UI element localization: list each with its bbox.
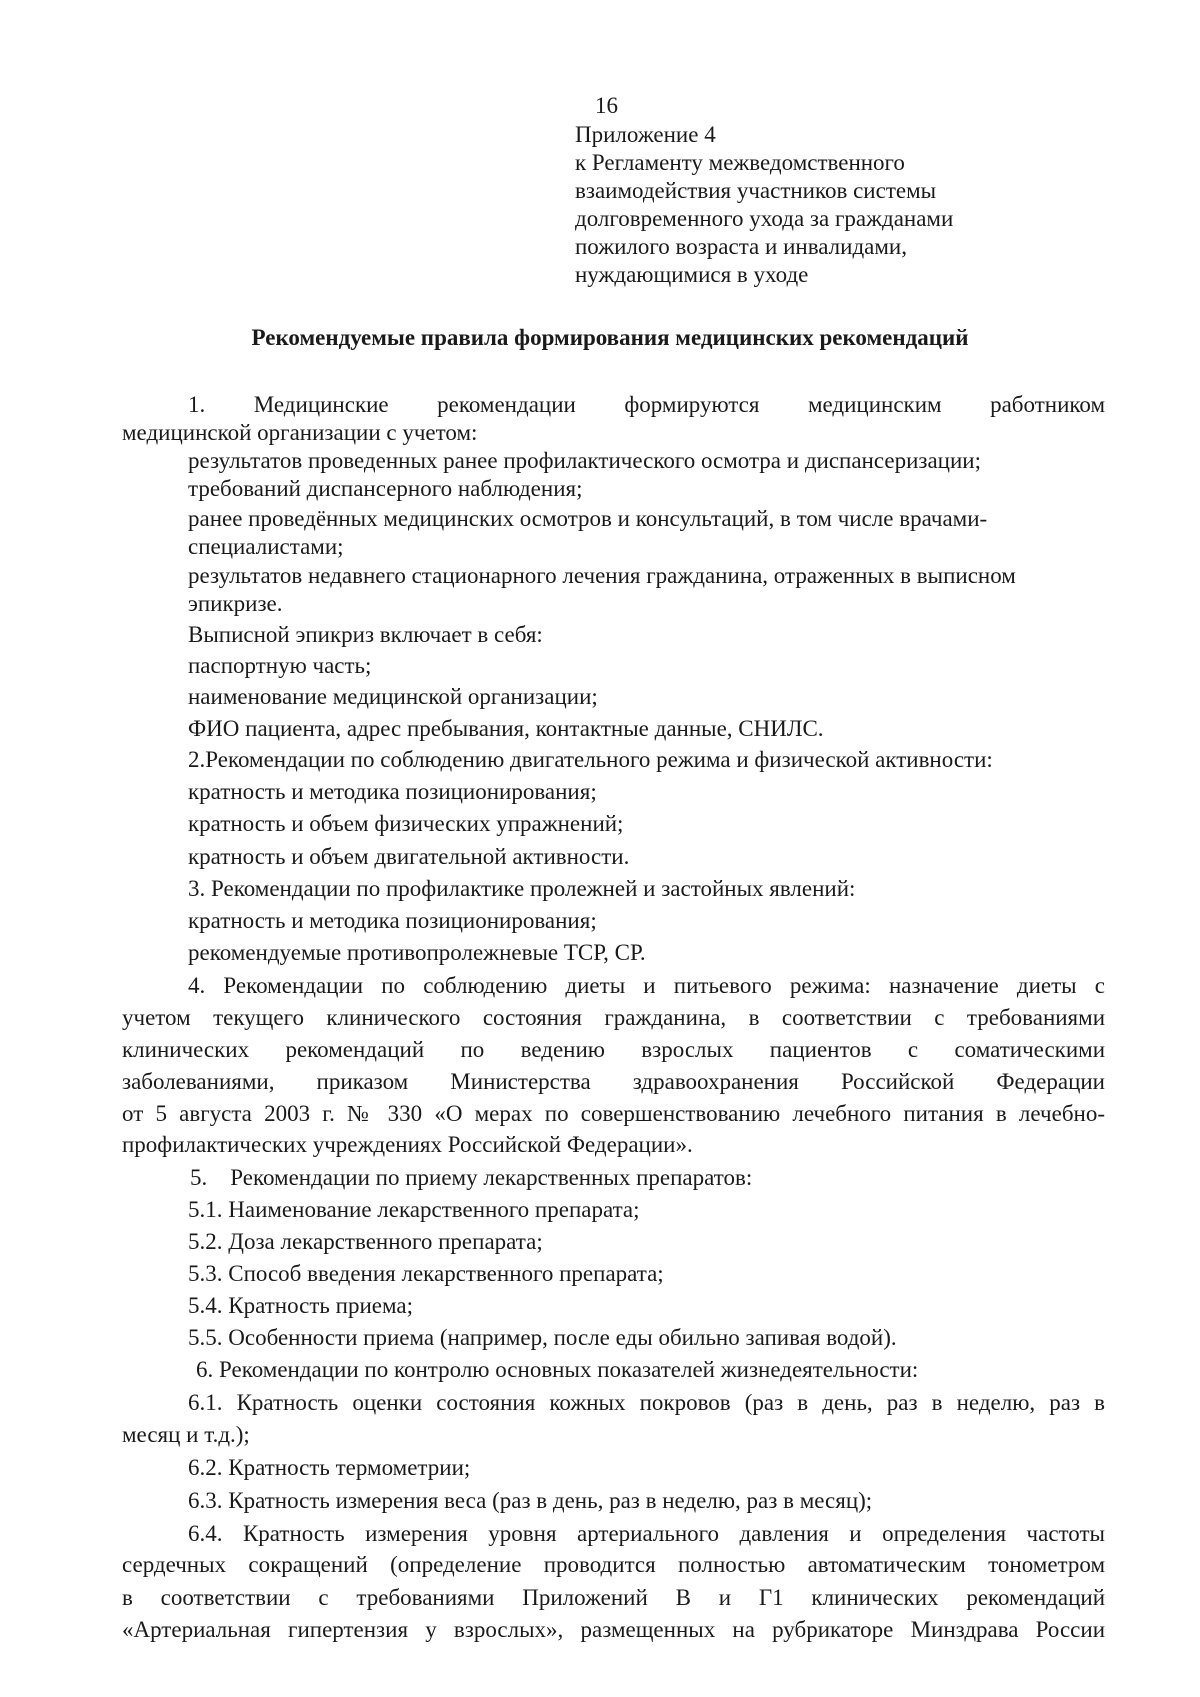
- text-line: 5.4. Кратность приема;: [188, 1293, 413, 1318]
- text-line: кратность и методика позиционирования;: [188, 908, 597, 933]
- text-line: ФИО пациента, адрес пребывания, контактные данные, СНИЛС.: [188, 716, 824, 741]
- text-line: в соответствии с требованиями Приложений В и Г1 клинических рекомендаций: [122, 1585, 1105, 1610]
- text-line: результатов недавнего стационарного лечения гражданина, отраженных в выписном: [188, 563, 1016, 588]
- text-line: профилактических учреждениях Российской Федерации».: [122, 1132, 693, 1157]
- text-line: Выписной эпикриз включает в себя:: [188, 622, 543, 647]
- text-line: кратность и методика позиционирования;: [188, 779, 597, 804]
- text-line: 5.2. Доза лекарственного препарата;: [188, 1229, 543, 1254]
- text-line: 4. Рекомендации по соблюдению диеты и питьевого режима: назначение диеты с: [188, 973, 1105, 998]
- text-line: 6. Рекомендации по контролю основных показателей жизнедеятельности:: [196, 1357, 919, 1382]
- text-line: 2.Рекомендации по соблюдению двигательного режима и физической активности:: [188, 747, 993, 772]
- appendix-line: Приложение 4: [575, 122, 716, 147]
- appendix-line: взаимодействия участников системы: [575, 178, 937, 203]
- text-line: 1. Медицинские рекомендации формируются медицинским работником: [188, 392, 1105, 417]
- text-line: требований диспансерного наблюдения;: [188, 476, 583, 501]
- text-line: 5. Рекомендации по приему лекарственных препаратов:: [190, 1165, 753, 1190]
- text-line: клинических рекомендаций по ведению взрослых пациентов с соматическими: [122, 1037, 1105, 1062]
- appendix-header: [575, 121, 1095, 289]
- text-line: от 5 августа 2003 г. № 330 «О мерах по совершенствованию лечебного питания в лечебно-: [122, 1101, 1105, 1126]
- text-line: результатов проведенных ранее профилактического осмотра и диспансеризации;: [188, 448, 981, 473]
- text-line: месяц и т.д.);: [122, 1422, 250, 1447]
- text-line: рекомендуемые противопролежневые ТСР, СР.: [188, 940, 646, 965]
- text-line: 5.5. Особенности приема (например, после еды обильно запивая водой).: [188, 1325, 897, 1350]
- page-number: 16: [595, 93, 618, 118]
- text-line: 6.3. Кратность измерения веса (раз в день, раз в неделю, раз в месяц);: [188, 1488, 873, 1513]
- document-title: Рекомендуемые правила формирования медицинских рекомендаций: [251, 325, 969, 350]
- text-line: эпикризе.: [188, 591, 283, 616]
- appendix-line: пожилого возраста и инвалидами,: [575, 234, 907, 259]
- text-line: ранее проведённых медицинских осмотров и консультаций, в том числе врачами-: [188, 506, 988, 531]
- text-line: паспортную часть;: [188, 653, 372, 678]
- text-line: «Артериальная гипертензия у взрослых», размещенных на рубрикаторе Минздрава России: [122, 1617, 1105, 1642]
- text-line: кратность и объем физических упражнений;: [188, 811, 624, 836]
- text-line: 5.1. Наименование лекарственного препарата;: [188, 1197, 640, 1222]
- appendix-line: долговременного ухода за гражданами: [575, 206, 954, 231]
- appendix-line: нуждающимися в уходе: [575, 262, 809, 287]
- text-line: 6.1. Кратность оценки состояния кожных покровов (раз в день, раз в неделю, раз в: [188, 1390, 1105, 1415]
- text-line: заболеваниями, приказом Министерства здравоохранения Российской Федерации: [122, 1069, 1105, 1094]
- text-line: 5.3. Способ введения лекарственного препарата;: [188, 1261, 664, 1286]
- text-line: медицинской организации с учетом:: [122, 420, 478, 445]
- text-line: сердечных сокращений (определение проводится полностью автоматическим тонометром: [122, 1552, 1105, 1577]
- text-line: специалистами;: [188, 534, 344, 559]
- text-line: 6.4. Кратность измерения уровня артериального давления и определения частоты: [188, 1521, 1105, 1546]
- text-line: 3. Рекомендации по профилактике пролежней и застойных явлений:: [188, 876, 856, 901]
- appendix-line: к Регламенту межведомственного: [575, 150, 905, 175]
- text-line: учетом текущего клинического состояния гражданина, в соответствии с требованиями: [122, 1005, 1105, 1030]
- text-line: 6.2. Кратность термометрии;: [188, 1455, 471, 1480]
- text-line: кратность и объем двигательной активности.: [188, 844, 630, 869]
- text-line: наименование медицинской организации;: [188, 684, 598, 709]
